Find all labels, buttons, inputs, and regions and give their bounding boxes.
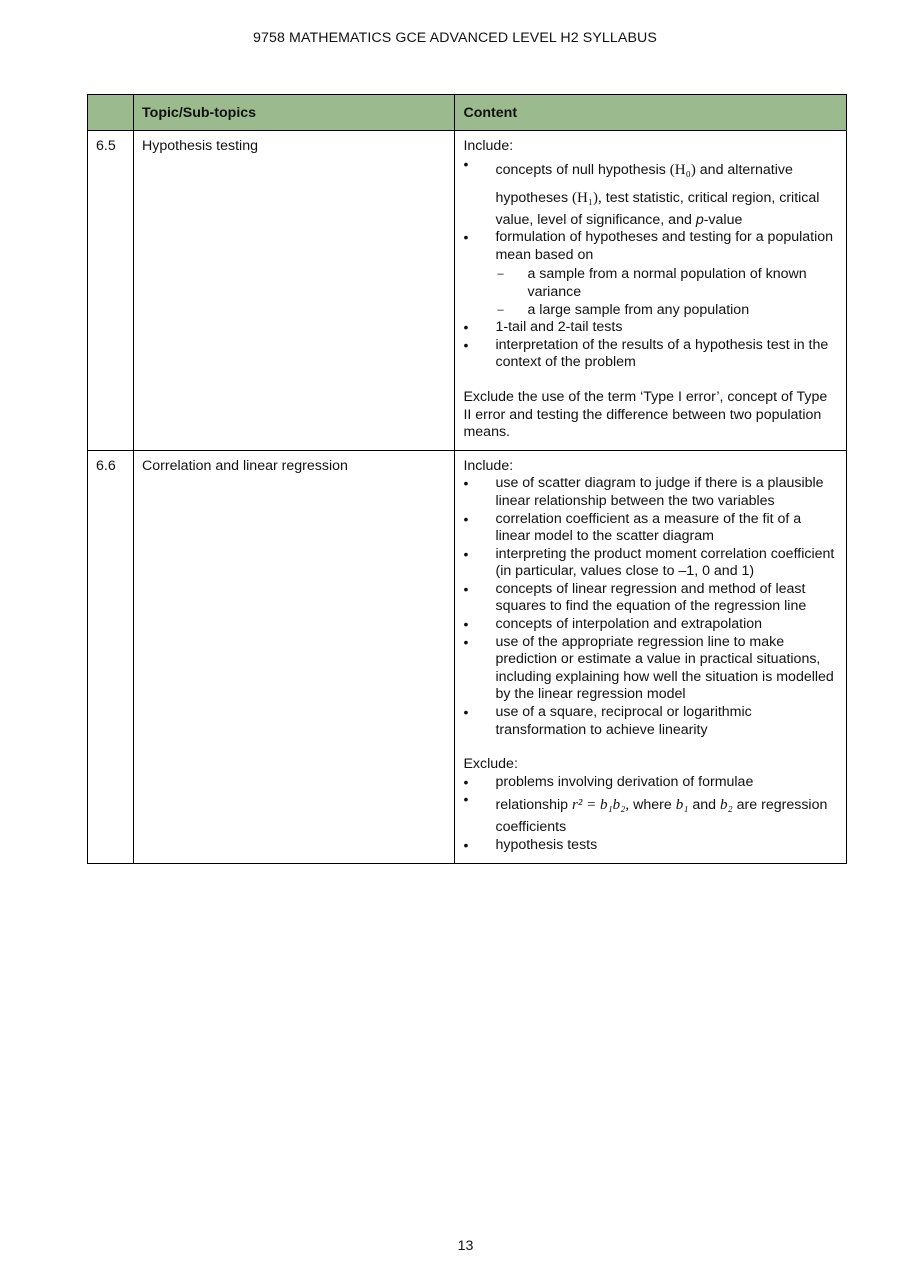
list-item: • correlation coefficient as a measure of the fit of a linear model to the scatter diagram <box>463 511 838 546</box>
text-fragment: relationship <box>495 797 569 814</box>
page-number: 13 <box>457 1238 474 1254</box>
list-item: • hypothesis tests <box>463 837 838 855</box>
row-number: 6.5 <box>88 131 134 451</box>
text-fragment: concepts of null hypothesis <box>495 161 666 178</box>
table-header-row <box>88 95 847 131</box>
list-item: • 1-tail and 2-tail tests <box>463 319 838 337</box>
row-topic: Correlation and linear regression <box>134 450 455 863</box>
list-item: • problems involving derivation of formulae <box>463 774 838 792</box>
row-number: 6.6 <box>88 450 134 863</box>
syllabus-table <box>87 94 847 864</box>
math-r-squared: r² = b₁b₂, <box>571 797 630 814</box>
row-content <box>455 131 847 451</box>
row-content <box>455 450 847 863</box>
sub-list-item: – a sample from a normal population of known variance <box>495 266 838 301</box>
math-h1: (H₁), <box>572 189 602 206</box>
row-topic: Hypothesis testing <box>134 131 455 451</box>
list-item: • interpreting the product moment correlation coefficient (in particular, values close to –1, 0 and 1) <box>463 546 838 581</box>
list-item: • use of the appropriate regression line to make prediction or estimate a value in practical situations, including explaining how well the situation is modelled by the linear regression model <box>463 634 838 704</box>
math-b1: b₁ <box>675 797 689 814</box>
include-label: Include: <box>463 138 514 154</box>
include-list <box>463 156 838 372</box>
include-list <box>463 475 838 739</box>
math-b2: b₂ <box>719 797 733 814</box>
table-row <box>88 131 847 451</box>
text-fragment: p <box>695 211 704 228</box>
text-fragment: test statistic, critical region, critical value, level of significance, and <box>495 189 820 228</box>
list-item: • interpretation of the results of a hypothesis test in the context of the problem <box>463 337 838 372</box>
document-header: 9758 MATHEMATICS GCE ADVANCED LEVEL H2 SYLLABUS <box>253 30 657 46</box>
list-item <box>463 156 838 230</box>
text-fragment: where <box>633 797 672 814</box>
sub-list-item: – a large sample from any population <box>495 302 838 320</box>
exclude-text: Exclude the use of the term ‘Type I error’, concept of Type II error and testing the difference between two population means. <box>463 388 828 441</box>
list-item <box>463 791 838 837</box>
include-label: Include: <box>463 457 514 474</box>
list-item: • concepts of interpolation and extrapolation <box>463 616 838 634</box>
list-item: • use of a square, reciprocal or logarithmic transformation to achieve linearity <box>463 704 838 739</box>
column-header-number <box>88 95 134 131</box>
list-item <box>463 229 838 319</box>
column-header-topic: Topic/Sub-topics <box>134 95 455 131</box>
list-item: • concepts of linear regression and method of least squares to find the equation of the regression line <box>463 581 838 616</box>
text-fragment: and alternative hypotheses <box>495 161 793 206</box>
table-row <box>88 450 847 863</box>
math-h0: (H₀) <box>669 161 696 178</box>
exclude-list <box>463 774 838 855</box>
sub-list <box>495 266 838 319</box>
text-fragment: are regression coefficients <box>495 797 828 836</box>
list-item-text: formulation of hypotheses and testing for a population mean based on <box>495 229 834 263</box>
list-item: • use of scatter diagram to judge if there is a plausible linear relationship between the two variables <box>463 475 838 510</box>
text-fragment: and <box>692 797 717 814</box>
text-fragment: -value <box>703 211 743 228</box>
column-header-content: Content <box>455 95 847 131</box>
exclude-label: Exclude: <box>463 756 518 773</box>
